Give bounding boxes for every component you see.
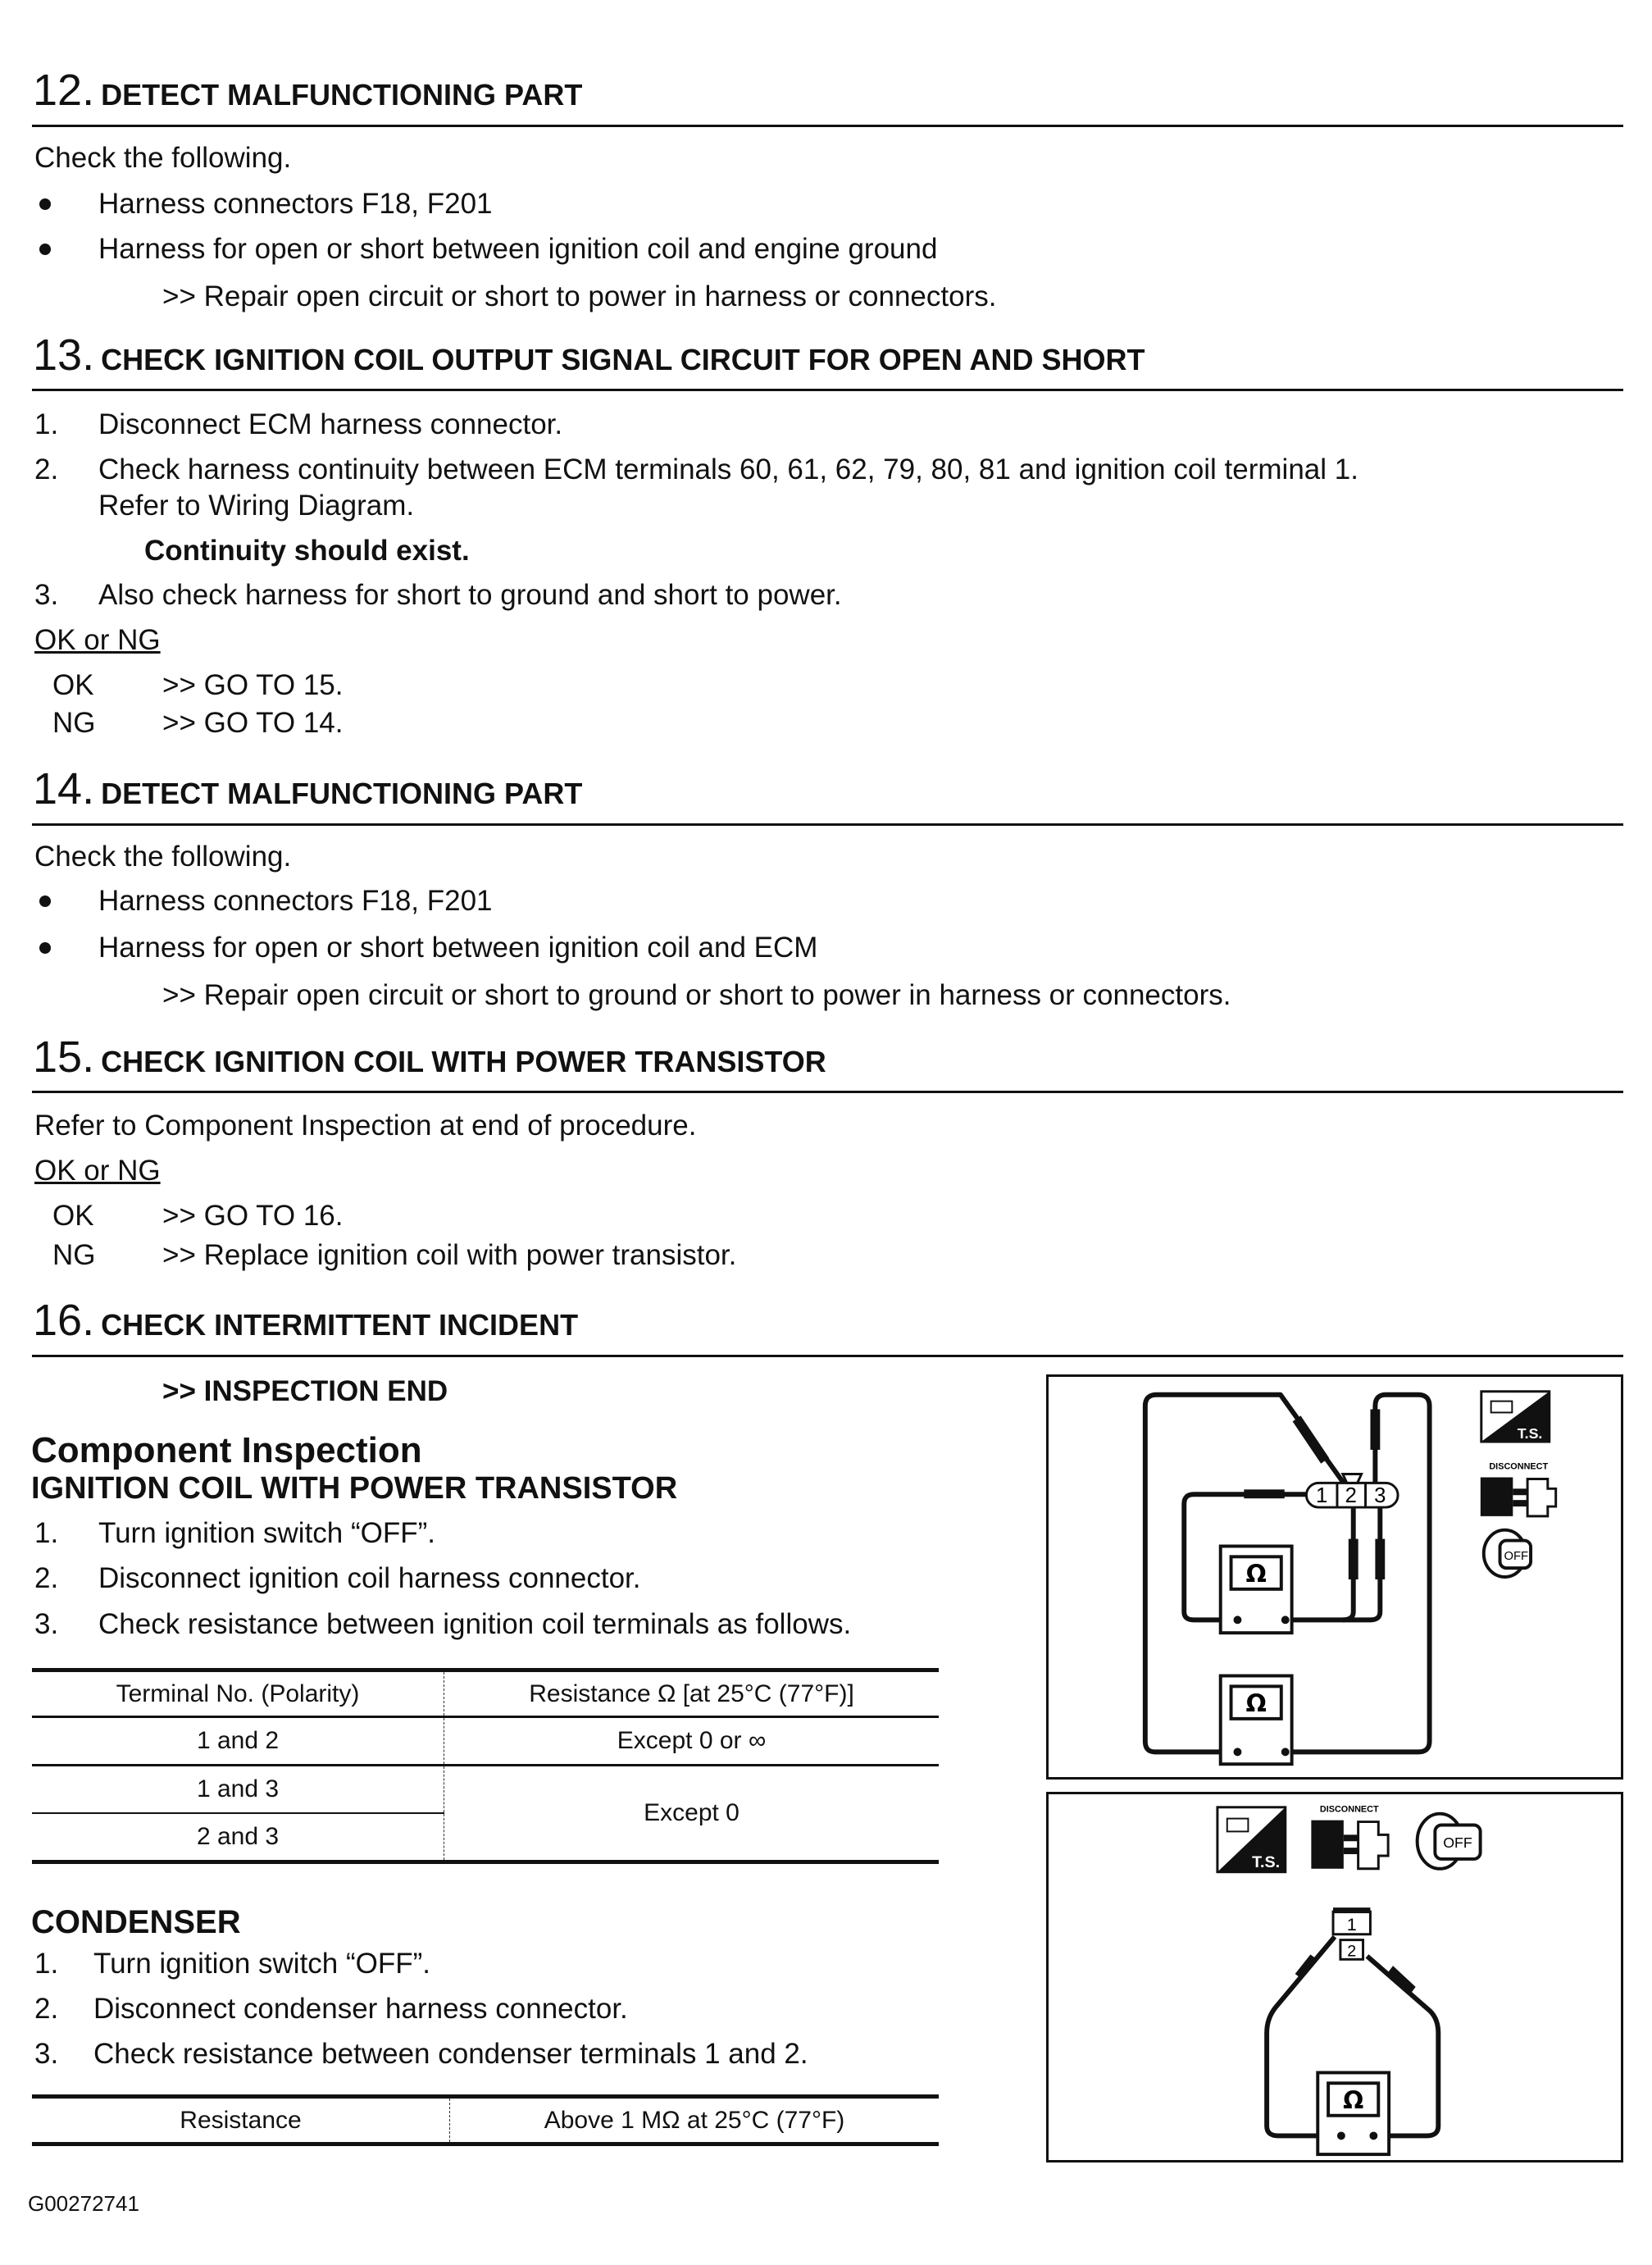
- item-number: 2.: [34, 453, 59, 485]
- list-item: Disconnect ignition coil harness connector.: [98, 1562, 641, 1594]
- condenser-connector-icon: [1333, 1907, 1370, 1960]
- step-15-intro: Refer to Component Inspection at end of procedure.: [34, 1110, 697, 1142]
- divider: [32, 389, 1623, 391]
- list-item: Harness for open or short between ignition coil and ECM: [98, 932, 818, 964]
- divider: [32, 1091, 1623, 1093]
- divider: [32, 823, 1623, 826]
- divider: [32, 125, 1623, 127]
- ohmmeter-icon: [1221, 1546, 1292, 1633]
- ok-action: >> GO TO 16.: [162, 1200, 344, 1232]
- step-14-intro: Check the following.: [34, 841, 292, 873]
- pin-label: 1: [1316, 1484, 1328, 1508]
- coil-wiring-svg: [1049, 1377, 1621, 1777]
- bullet-icon: [39, 896, 51, 907]
- ng-label: NG: [52, 707, 96, 739]
- ok-action: >> GO TO 15.: [162, 669, 344, 701]
- svg-text:T.S.: T.S.: [1517, 1425, 1543, 1442]
- disconnect-icon: [1311, 1805, 1388, 1869]
- probe-wire: [1343, 1506, 1380, 1620]
- item-number: 3.: [34, 579, 59, 611]
- ohm-symbol: Ω: [1343, 2085, 1364, 2114]
- bullet-icon: [39, 244, 51, 255]
- ts-icon: [1481, 1392, 1550, 1442]
- list-item: Check resistance between ignition coil terminals as follows.: [98, 1608, 852, 1640]
- step-12-result: >> Repair open circuit or short to power in harness or connectors.: [162, 280, 997, 312]
- condenser-inspection-diagram: [1046, 1792, 1623, 2162]
- ng-action: >> GO TO 14.: [162, 707, 344, 739]
- svg-text:DISCONNECT: DISCONNECT: [1319, 1804, 1379, 1815]
- ng-label: NG: [52, 1239, 96, 1271]
- list-item: Disconnect condenser harness connector.: [93, 1993, 628, 2025]
- column-header: Resistance Ω [at 25°C (77°F)]: [529, 1679, 854, 1707]
- ignition-key-off-icon: [1484, 1530, 1531, 1577]
- ohmmeter-icon: [1221, 1676, 1292, 1765]
- step-16-result: >> INSPECTION END: [162, 1375, 448, 1407]
- list-item: Harness for open or short between ignition coil and engine ground: [98, 233, 938, 265]
- table-row: [32, 1766, 939, 1813]
- component-inspection-title: Component Inspection: [31, 1430, 422, 1470]
- table-row: [32, 2097, 939, 2144]
- list-item-continued: Refer to Wiring Diagram.: [98, 490, 415, 522]
- item-number: 2.: [34, 1993, 59, 2025]
- pin-label: 2: [1345, 1484, 1357, 1508]
- table-cell: Except 0 or ∞: [617, 1727, 767, 1754]
- table-cell: 1 and 2: [32, 1717, 444, 1766]
- ok-or-ng-label: OK or NG: [34, 1155, 161, 1187]
- list-item: Harness connectors F18, F201: [98, 188, 493, 220]
- table-cell: Above 1 MΩ at 25°C (77°F): [544, 2106, 845, 2134]
- item-number: 3.: [34, 1608, 59, 1640]
- list-item: Harness connectors F18, F201: [98, 885, 493, 917]
- ohm-symbol: Ω: [1245, 1558, 1267, 1588]
- svg-text:T.S.: T.S.: [1252, 1853, 1281, 1871]
- list-item: Check harness continuity between ECM terminals 60, 61, 62, 79, 80, 81 and ignition coil terminal 1.: [98, 453, 1358, 485]
- pin-label: 3: [1374, 1484, 1386, 1508]
- item-number: 1.: [34, 1948, 59, 1980]
- table-cell: Except 0: [444, 1766, 940, 1862]
- item-number: 1.: [34, 1517, 59, 1549]
- coil-inspection-diagram: [1046, 1374, 1623, 1780]
- list-item: Turn ignition switch “OFF”.: [93, 1948, 431, 1980]
- svg-text:OFF: OFF: [1443, 1834, 1472, 1852]
- item-number: 3.: [34, 2038, 59, 2070]
- step-14-heading: 14. DETECT MALFUNCTIONING PART: [33, 764, 583, 813]
- condenser-wiring-svg: [1049, 1794, 1621, 2160]
- list-item: Also check harness for short to ground and short to power.: [98, 579, 842, 611]
- condenser-section-title: CONDENSER: [31, 1904, 241, 1940]
- column-header: Terminal No. (Polarity): [32, 1670, 444, 1717]
- ohmmeter-icon: [1318, 2072, 1389, 2154]
- list-item: Disconnect ECM harness connector.: [98, 408, 563, 440]
- pin-label: 2: [1347, 1942, 1357, 1961]
- table-header-row: [32, 1670, 939, 1717]
- ng-action: >> Replace ignition coil with power transistor.: [162, 1239, 737, 1271]
- ts-icon: [1217, 1807, 1286, 1872]
- step-15-heading: 15. CHECK IGNITION COIL WITH POWER TRANSISTOR: [33, 1032, 826, 1082]
- step-13-heading: 13. CHECK IGNITION COIL OUTPUT SIGNAL CIRCUIT FOR OPEN AND SHORT: [33, 330, 1145, 380]
- ok-label: OK: [52, 669, 94, 701]
- disconnect-icon: [1481, 1462, 1556, 1516]
- probe-wire: [1286, 1506, 1354, 1620]
- svg-text:DISCONNECT: DISCONNECT: [1489, 1461, 1549, 1472]
- table-cell: Resistance: [32, 2097, 450, 2144]
- ok-label: OK: [52, 1200, 94, 1232]
- table-cell: 1 and 3: [32, 1766, 444, 1813]
- pin-label: 1: [1346, 1913, 1357, 1935]
- list-item: Check resistance between condenser terminals 1 and 2.: [93, 2038, 808, 2070]
- bullet-icon: [39, 942, 51, 954]
- list-item: Turn ignition switch “OFF”.: [98, 1517, 436, 1549]
- figure-code: G00272741: [28, 2191, 139, 2216]
- step-16-heading: 16. CHECK INTERMITTENT INCIDENT: [33, 1296, 579, 1345]
- bullet-icon: [39, 198, 51, 210]
- item-number: 2.: [34, 1562, 59, 1594]
- step-13-note: Continuity should exist.: [144, 535, 470, 567]
- table-cell: 2 and 3: [32, 1813, 444, 1862]
- coil-section-title: IGNITION COIL WITH POWER TRANSISTOR: [31, 1471, 678, 1506]
- ignition-key-off-icon: [1418, 1814, 1481, 1869]
- svg-text:OFF: OFF: [1504, 1550, 1529, 1564]
- ohm-symbol: Ω: [1245, 1688, 1267, 1717]
- step-12-intro: Check the following.: [34, 142, 292, 174]
- coil-resistance-table: [32, 1668, 939, 1864]
- step-14-result: >> Repair open circuit or short to ground or short to power in harness or connectors.: [162, 979, 1231, 1011]
- table-row: [32, 1717, 939, 1766]
- coil-connector-icon: [1306, 1474, 1398, 1508]
- condenser-resistance-table: [32, 2094, 939, 2146]
- item-number: 1.: [34, 408, 59, 440]
- ok-or-ng-label: OK or NG: [34, 624, 161, 656]
- step-12-heading: 12. DETECT MALFUNCTIONING PART: [33, 66, 583, 115]
- divider: [32, 1355, 1623, 1357]
